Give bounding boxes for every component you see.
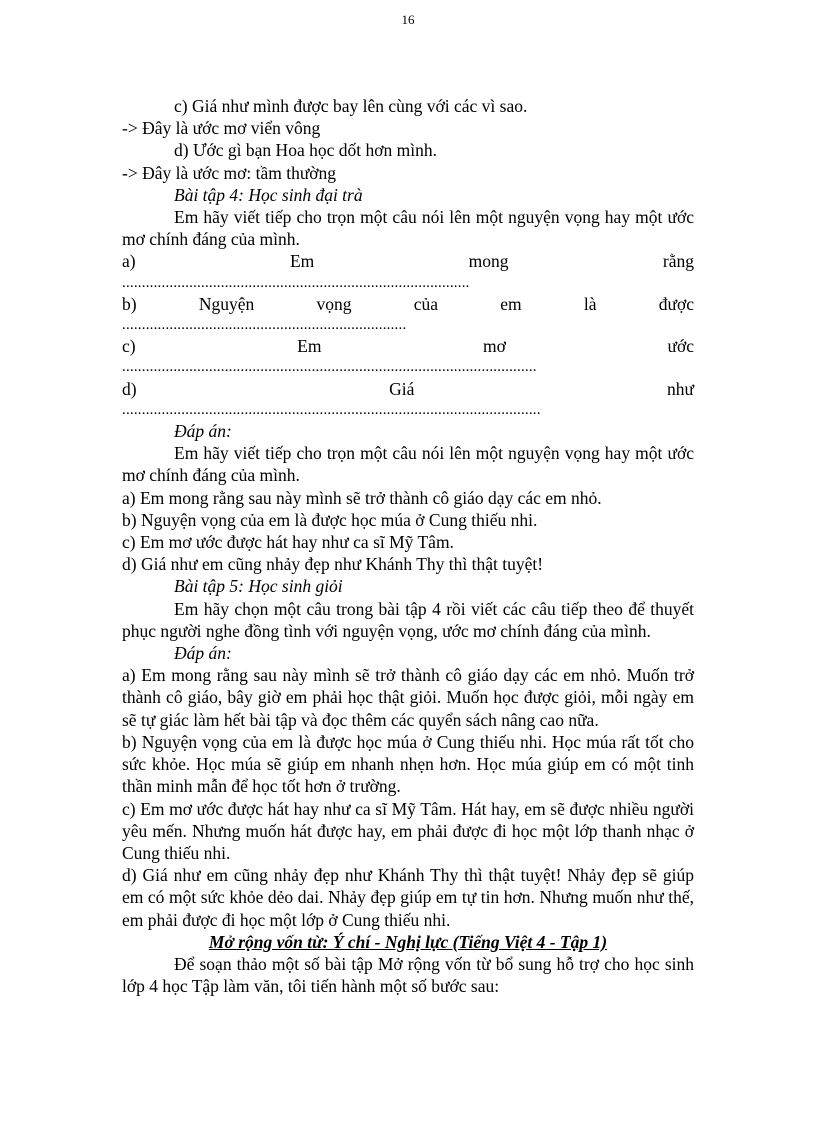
exercise-5-title: Bài tập 5: Học sinh giỏi [174, 576, 343, 597]
fill-line-a [122, 250, 694, 272]
exercise-4-prompt: Em hãy viết tiếp cho trọn một câu nói lên một nguyện vọng hay một ước mơ chính đáng của mình. [122, 207, 694, 250]
fill-word: c) [122, 336, 136, 357]
page-number: 16 [401, 12, 415, 26]
fill-word: em [500, 293, 522, 314]
example-note: -> Đây là ước mơ viển vông [122, 118, 321, 139]
answer-item: d) Giá như em cũng nhảy đẹp như Khánh Thy thì thật tuyệt! [122, 554, 544, 575]
document-body [122, 95, 694, 997]
fill-word: của [413, 293, 438, 314]
fill-blank: ........................................................................ [122, 317, 407, 334]
fill-line-d [122, 378, 694, 400]
fill-word: d) [122, 378, 137, 399]
fill-word: ước [667, 336, 694, 357]
fill-blank: ........................................................................................ [122, 274, 470, 291]
fill-line-c [122, 335, 694, 357]
fill-blank: ......................................................................................................... [122, 359, 537, 376]
fill-word: Em [289, 251, 315, 272]
answer-prompt: Em hãy viết tiếp cho trọn một câu nói lên một nguyện vọng hay một ước mơ chính đáng của mình. [122, 443, 694, 486]
fill-word: được [658, 293, 694, 314]
fill-word: a) [122, 251, 136, 272]
answer-item: a) Em mong rằng sau này mình sẽ trở thành cô giáo dạy các em nhỏ. [122, 487, 602, 508]
fill-word: như [666, 378, 694, 399]
example-line: d) Ước gì bạn Hoa học dốt hơn mình. [174, 140, 437, 161]
fill-word: mơ [483, 336, 506, 357]
answer-item: b) Nguyện vọng của em là được học múa ở Cung thiếu nhi. [122, 509, 538, 530]
fill-word: vọng [316, 293, 352, 314]
answer-paragraph: a) Em mong rằng sau này mình sẽ trở thành cô giáo dạy các em nhỏ. Muốn trở thành cô giáo, bây giờ em phải học thật giỏi. Muốn học được giỏi, mỗi ngày em sẽ tự giác làm hết bài tập và đọc thêm các quyển sách nâng cao nữa. [122, 665, 694, 730]
exercise-5-prompt: Em hãy chọn một câu trong bài tập 4 rồi viết các câu tiếp theo để thuyết phục người nghe đồng tình với nguyện vọng, ước mơ chính đáng của mình. [122, 598, 694, 641]
answer-item: c) Em mơ ước được hát hay như ca sĩ Mỹ Tâm. [122, 532, 454, 553]
answer-label: Đáp án: [174, 643, 232, 664]
exercise-4-title: Bài tập 4: Học sinh đại trà [174, 184, 363, 205]
section-heading: Mở rộng vốn từ: Ý chí - Nghị lực (Tiếng Việt 4 - Tập 1) [208, 931, 608, 952]
answer-paragraph: c) Em mơ ước được hát hay như ca sĩ Mỹ Tâm. Hát hay, em sẽ được nhiều người yêu mến. Nhưng muốn hát được hay, em phải được đi học một lớp thanh nhạc ở Cung thiếu nhi. [122, 798, 694, 863]
answer-paragraph: d) Giá như em cũng nhảy đẹp như Khánh Thy thì thật tuyệt! Nhảy đẹp sẽ giúp em có một sức khỏe dẻo dai. Nhảy đẹp giúp em tự tin hơn. Nhưng muốn như thế, em phải được đi học một lớp ở Cung thiếu nhi. [122, 865, 694, 930]
example-note: -> Đây là ước mơ: tầm thường [122, 162, 337, 183]
answer-paragraph: b) Nguyện vọng của em là được học múa ở Cung thiếu nhi. Học múa rất tốt cho sức khỏe. Học múa sẽ giúp em nhanh nhẹn hơn. Học múa giúp em có một tinh thần minh mẫn để học tốt hơn ở trường. [122, 731, 694, 797]
fill-word: Em [297, 336, 322, 357]
example-line: c) Giá như mình được bay lên cùng với các vì sao. [174, 96, 528, 116]
fill-word: mong [468, 251, 509, 272]
fill-word: b) [122, 293, 137, 314]
answer-label: Đáp án: [174, 421, 232, 442]
fill-word: Giá [389, 378, 415, 399]
fill-line-b [122, 293, 694, 315]
section-intro: Để soạn thảo một số bài tập Mở rộng vốn từ bổ sung hỗ trợ cho học sinh lớp 4 học Tập làm văn, tôi tiến hành một số bước sau: [122, 953, 694, 997]
fill-word: Nguyện [198, 293, 255, 314]
fill-word: rằng [662, 251, 694, 272]
fill-blank: .......................................................................................................... [122, 401, 541, 418]
fill-word: là [583, 293, 597, 314]
